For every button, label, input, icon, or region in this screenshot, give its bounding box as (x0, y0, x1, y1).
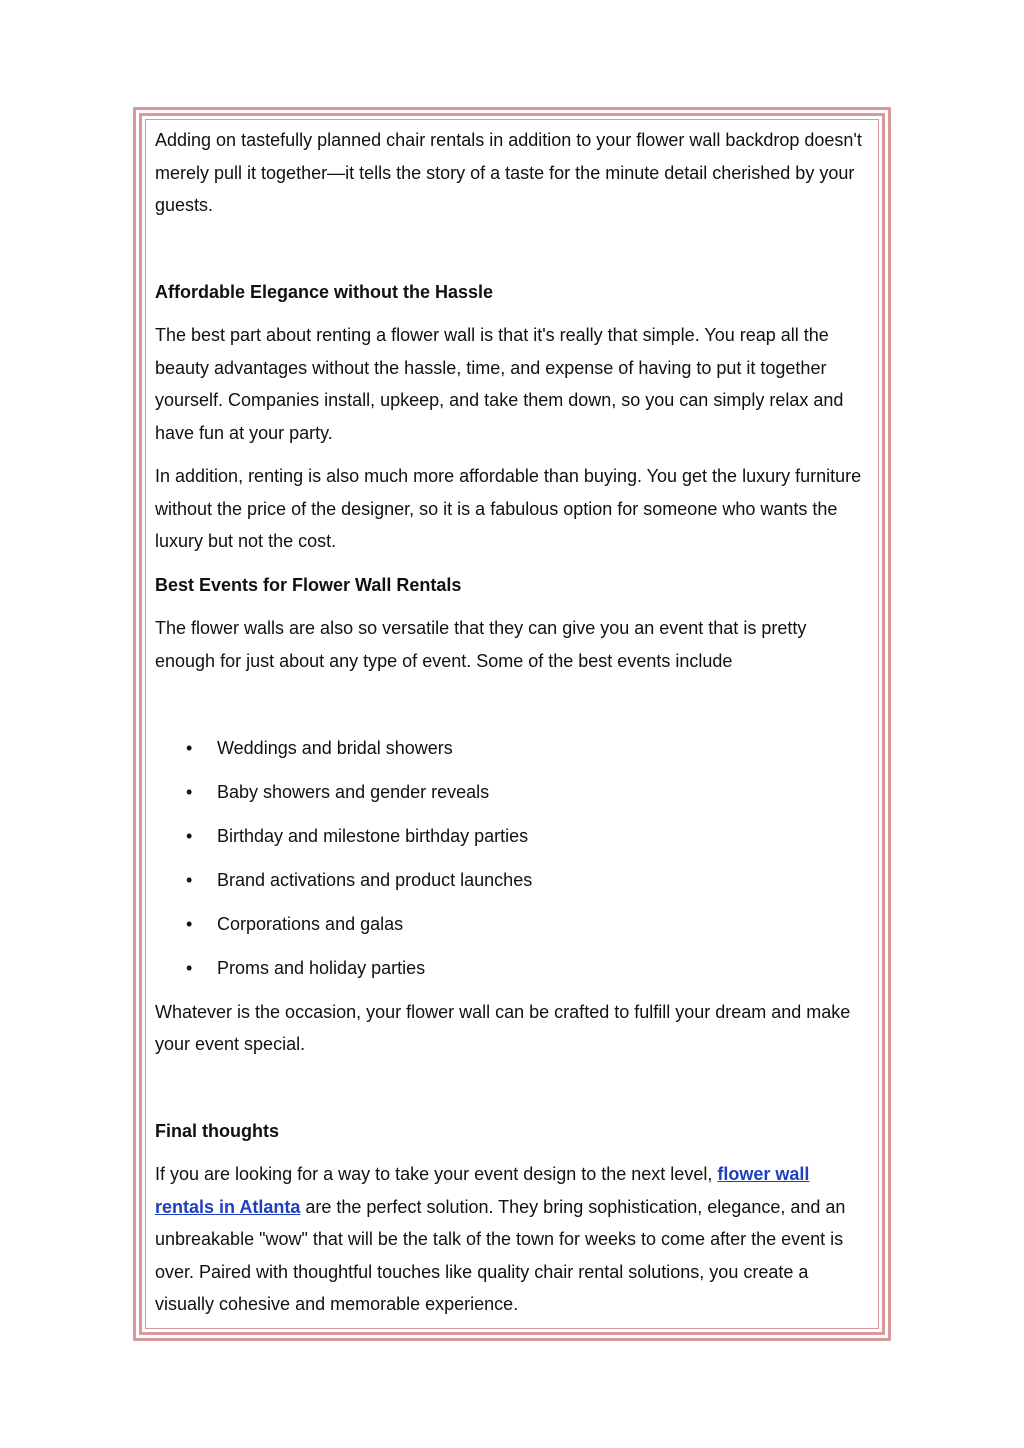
final-text-before-link: If you are looking for a way to take your event design to the next level, (155, 1164, 718, 1185)
list-item-label: Weddings and bridal showers (217, 738, 453, 758)
flower-wall-rentals-link[interactable]: flower wall rentals in Atlanta (155, 1164, 810, 1217)
list-item-label: Corporations and galas (217, 914, 404, 935)
bullet-icon: • (186, 914, 193, 935)
list-item (155, 776, 867, 809)
list-item (155, 908, 867, 941)
list-item-label: Birthday and milestone birthday parties (217, 826, 529, 847)
events-list (155, 732, 867, 985)
bullet-icon: • (186, 958, 193, 979)
events-paragraph-2: Whatever is the occasion, your flower wall can be crafted to fulfill your dream and make your event special. (155, 1001, 851, 1055)
bullet-icon: • (186, 738, 193, 758)
list-item (155, 820, 867, 853)
bullet-icon: • (186, 826, 193, 847)
affordable-paragraph-1: The best part about renting a flower wall is that it's really that simple. You reap all the beauty advantages without the hassle, time, and expense of having to put it together yourself. Companies install, upkeep, and take them down, so you can simply relax and have fun at your party. (155, 325, 844, 443)
document-body (155, 124, 867, 1321)
final-text-after-link: are the perfect solution. They bring sophistication, elegance, and an unbreakable "wow" that will be the talk of the town for weeks to come after the event is over. Paired with thoughtful touches like quality chair rental solutions, you create a visually cohesive and memorable experience. (155, 1196, 846, 1315)
bullet-icon: • (186, 870, 193, 891)
final-paragraph (155, 1158, 867, 1321)
heading-best-events: Best Events for Flower Wall Rentals (155, 574, 462, 595)
list-item (155, 864, 867, 897)
heading-final-thoughts: Final thoughts (155, 1120, 279, 1141)
list-item (155, 732, 867, 765)
heading-affordable-elegance: Affordable Elegance without the Hassle (155, 281, 494, 302)
affordable-paragraph-2: In addition, renting is also much more affordable than buying. You get the luxury furniture without the price of the designer, so it is a fabulous option for someone who wants the luxury but not the cost. (155, 466, 862, 551)
events-paragraph-1: The flower walls are also so versatile that they can give you an event that is pretty enough for just about any type of event. Some of the best events include (155, 618, 807, 671)
list-item (155, 952, 867, 985)
list-item-label: Brand activations and product launches (217, 870, 533, 891)
intro-paragraph: Adding on tastefully planned chair rentals in addition to your flower wall backdrop doesn't merely pull it together—it tells the story of a taste for the minute detail cherished by your guests. (155, 130, 862, 215)
bullet-icon: • (186, 782, 193, 803)
list-item-label: Baby showers and gender reveals (217, 782, 490, 803)
list-item-label: Proms and holiday parties (217, 958, 426, 979)
